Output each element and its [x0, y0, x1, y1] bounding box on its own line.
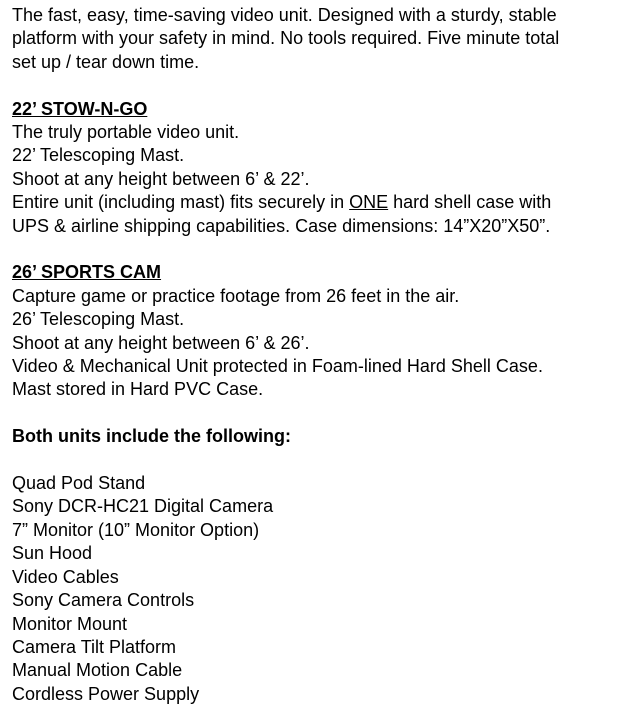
- intro-line: The fast, easy, time-saving video unit. Designed with a sturdy, stable: [12, 5, 557, 25]
- stow-n-go-line: UPS & airline shipping capabilities. Case dimensions: 14”X20”X50”.: [12, 215, 551, 236]
- spacer: [12, 402, 636, 425]
- intro-paragraph: [12, 4, 636, 74]
- sports-cam-line: Mast stored in Hard PVC Case.: [12, 379, 264, 400]
- stow-n-go-line: The truly portable video unit.: [12, 122, 240, 143]
- text-fragment: Entire unit (including mast) fits securely in: [12, 192, 350, 213]
- include-item: Sony Camera Controls: [12, 590, 195, 611]
- intro-line: set up / tear down time.: [12, 51, 200, 72]
- spacer: [12, 74, 636, 97]
- include-item: Sun Hood: [12, 543, 93, 564]
- stow-n-go-line: [12, 191, 636, 214]
- include-item: Cordless Power Supply: [12, 683, 200, 704]
- includes-section: [12, 425, 636, 706]
- intro-line: platform with your safety in mind. No tools required. Five minute total: [12, 28, 560, 49]
- include-item: Sony DCR-HC21 Digital Camera: [12, 496, 274, 517]
- sports-cam-section: [12, 261, 636, 401]
- include-item: Quad Pod Stand: [12, 473, 146, 494]
- stow-n-go-heading: 22’ STOW-N-GO: [12, 98, 148, 119]
- include-item: Monitor Mount: [12, 613, 128, 634]
- stow-n-go-line: Shoot at any height between 6’ & 22’.: [12, 168, 310, 189]
- spacer: [12, 238, 636, 261]
- stow-n-go-line: 22’ Telescoping Mast.: [12, 145, 185, 166]
- include-item: 7” Monitor (10” Monitor Option): [12, 519, 260, 540]
- sports-cam-line: Video & Mechanical Unit protected in Foam-lined Hard Shell Case.: [12, 356, 543, 377]
- emphasis-one: ONE: [349, 192, 389, 213]
- text-fragment: hard shell case with: [388, 192, 552, 213]
- stow-n-go-section: [12, 98, 636, 238]
- sports-cam-line: Shoot at any height between 6’ & 26’.: [12, 332, 310, 353]
- includes-heading: Both units include the following:: [12, 426, 291, 447]
- sports-cam-line: Capture game or practice footage from 26 feet in the air.: [12, 285, 460, 306]
- include-item: Manual Motion Cable: [12, 660, 183, 681]
- spacer: [12, 449, 636, 472]
- sports-cam-heading: 26’ SPORTS CAM: [12, 262, 162, 283]
- sports-cam-line: 26’ Telescoping Mast.: [12, 309, 185, 330]
- include-item: Video Cables: [12, 566, 119, 587]
- include-item: Camera Tilt Platform: [12, 636, 177, 657]
